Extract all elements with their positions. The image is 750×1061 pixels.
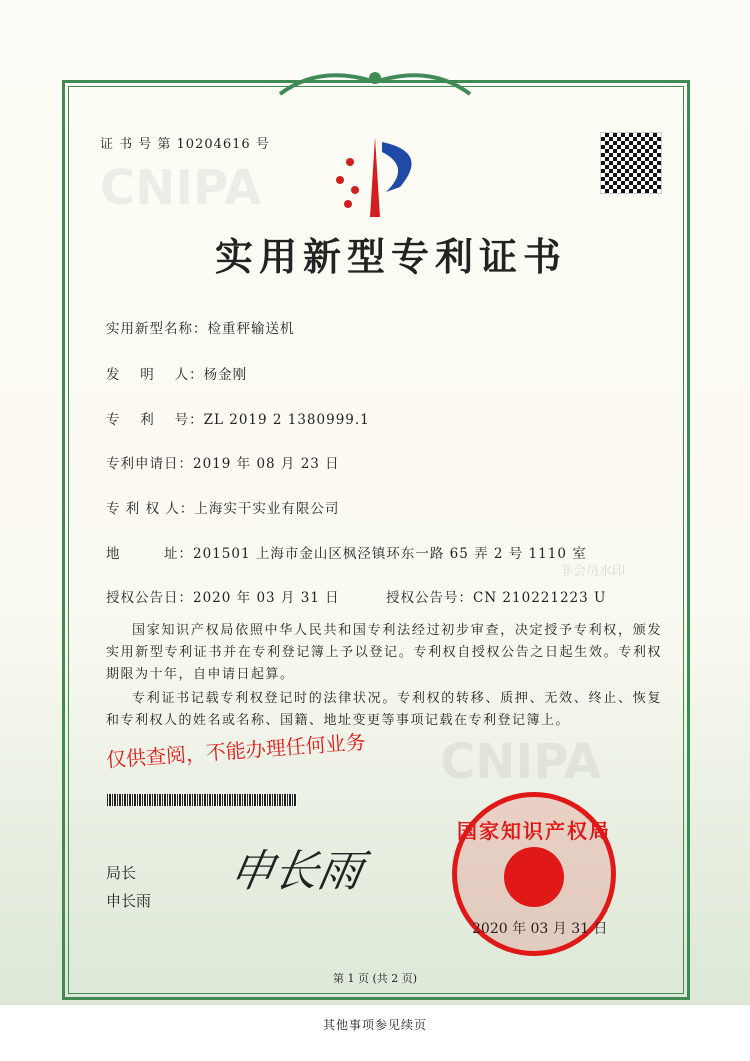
field-label: 专利申请日： <box>106 456 193 472</box>
field-row <box>106 497 339 517</box>
field-value: 检重秤输送机 <box>207 321 295 337</box>
field-label: 实用新型名称： <box>106 321 208 337</box>
field-label: 专 利 号： <box>106 412 204 428</box>
signature: 申长雨 <box>225 846 367 897</box>
field-label: 授权公告号： <box>386 590 473 606</box>
footer-note: 其他事项参见续页 <box>322 1018 427 1032</box>
field-row <box>106 542 587 562</box>
field-row <box>106 586 340 606</box>
ornament-icon <box>270 64 480 100</box>
field-value: ZL 2019 2 1380999.1 <box>203 412 370 428</box>
cnipa-logo-icon <box>320 132 430 222</box>
page-info: 第 1 页 (共 2 页) <box>332 972 418 985</box>
paragraph: 专利证书记载专利权登记时的法律状况。专利权的转移、质押、无效、终止、恢复和专利权人的姓名或名称、国籍、地址变更等事项记载在专利登记簿上。 <box>106 691 662 728</box>
field-label: 专 利 权 人： <box>106 501 195 517</box>
field-label: 授权公告日： <box>106 590 193 606</box>
director-name: 申长雨 <box>106 892 152 910</box>
national-emblem-icon <box>504 847 564 907</box>
field-row <box>106 317 295 337</box>
field-value: CN 210221223 U <box>473 590 607 606</box>
field-value: 杨金刚 <box>203 367 248 383</box>
certificate-number: 证 书 号 第 10204616 号 <box>100 137 270 152</box>
member-watermark: 非会员水印 <box>560 564 626 579</box>
field-value: 2020 年 03 月 31 日 <box>193 590 340 606</box>
paragraph: 国家知识产权局依照中华人民共和国专利法经过初步审查，决定授予专利权，颁发实用新型专利证书并在专利登记簿上予以登记。专利权自授权公告之日起生效。专利权期限为十年，自申请日起算。 <box>106 623 662 682</box>
field-value: 2019 年 08 月 23 日 <box>193 456 340 472</box>
seal-date: 2020 年 03 月 31 日 <box>472 921 608 937</box>
field-label: 发 明 人： <box>106 367 204 383</box>
field-row <box>106 452 340 472</box>
watermark: CNIPA <box>100 160 262 216</box>
field-row <box>106 363 247 383</box>
watermark: CNIPA <box>440 734 602 790</box>
field-row <box>106 408 370 428</box>
qr-code <box>600 132 662 194</box>
field-value: 上海实干实业有限公司 <box>194 501 340 517</box>
publication-number <box>386 586 606 606</box>
barcode <box>107 794 297 806</box>
seal-text: 国家知识产权局 <box>457 819 611 843</box>
director-title: 局长 <box>106 864 137 882</box>
field-label: 地 址： <box>106 546 193 562</box>
field-value: 201501 上海市金山区枫泾镇环东一路 65 弄 2 号 1110 室 <box>193 546 587 562</box>
overlay-watermark: 仅供查阅，不能办理任何业务 <box>105 729 367 772</box>
page-title: 实用新型专利证书 <box>215 234 568 279</box>
